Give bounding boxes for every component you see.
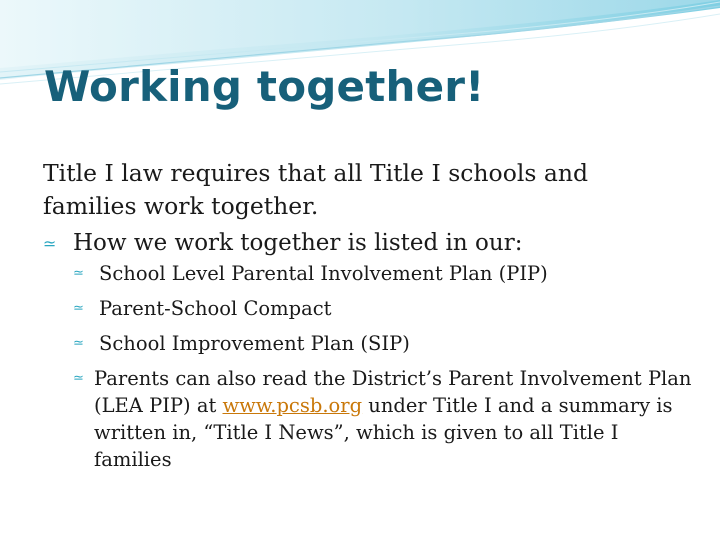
sub-bullet-compact [43,295,683,322]
sub-bullet-pip [43,260,683,287]
sub-bullet-text: School Improvement Plan (SIP) [99,332,410,355]
intro-paragraph: Title I law requires that all Title I schools and families work together. [43,159,589,220]
sub-bullet-text: School Level Parental Involvement Plan (PIP) [99,262,548,285]
wave-bullet-icon: ≃ [43,234,57,253]
wave-bullet-icon: ≃ [73,371,84,386]
district-plan-text-end: under Title I and a summary is written in, “Title I News”, which is given to all Title I families [94,394,673,471]
sub-bullet-district-plan [43,365,694,473]
wave-bullet-icon: ≃ [73,301,84,316]
main-bullet-text: How we work together is listed in our: [73,230,523,256]
main-bullet [43,227,683,260]
pcsb-website-link[interactable]: www.pcsb.org [222,394,363,417]
district-plan-text-start: Parents can also read the District’s Parent Involvement Plan (LEA PIP) at [94,367,692,417]
sub-bullet-text: Parent-School Compact [99,297,332,320]
wave-bullet-icon: ≃ [73,336,84,351]
sub-bullet-sip [43,330,683,357]
slide-body [43,157,692,473]
slide-title: Working together! [44,62,485,111]
wave-bullet-icon: ≃ [73,266,84,281]
